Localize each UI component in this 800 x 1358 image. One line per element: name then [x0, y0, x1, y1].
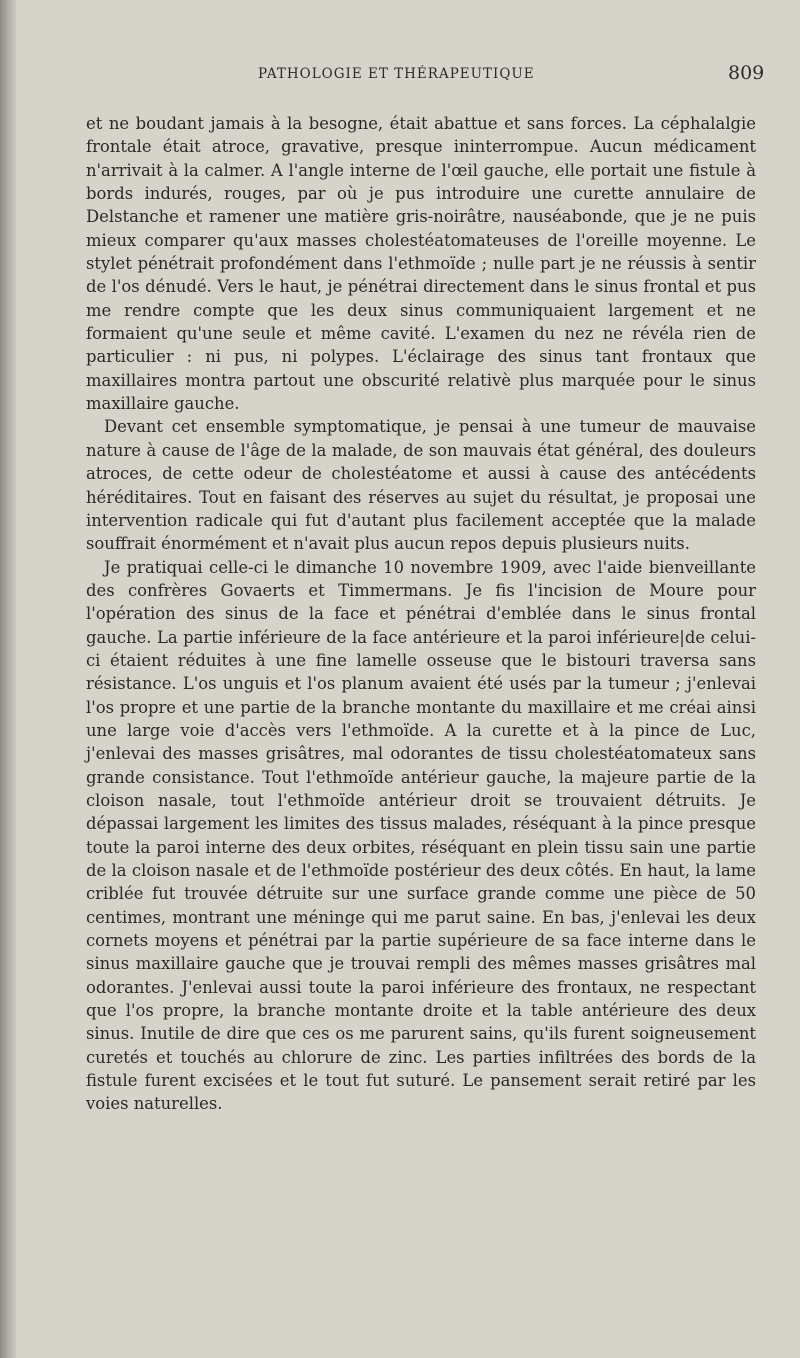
- page-number: 809: [728, 62, 765, 84]
- book-gutter-shadow: [0, 0, 16, 1358]
- paragraph-2: Devant cet ensemble symptomatique, je pensai à une tumeur de mauvaise nature à cause de l'âge de la malade, de son mauvais état général, des douleurs atroces, de cette odeur de cholestéatome et aussi à cause des antécédents héréditaires. Tout en faisant des réserves au sujet du résultat, je proposai une intervention radicale qui fut d'autant plus facilement acceptée que la malade souffrait énormément et n'avait plus aucun repos depuis plusieurs nuits.: [86, 417, 756, 554]
- paragraph-3: Je pratiquai celle-ci le dimanche 10 novembre 1909, avec l'aide bienveillante des confrères Govaerts et Timmermans. Je fis l'incision de Moure pour l'opération des sinus de la face et pénétrai d'emblée dans le sinus frontal gauche. La partie inférieure de la face antérieure et la paroi inférieure|de celui-ci étaient réduites à une fine lamelle osseuse que le bistouri traversa sans résistance. L'os unguis et l'os planum avaient été usés par la tumeur ; j'enlevai l'os propre et une partie de la branche montante du maxillaire et me créai ainsi une large voie d'accès vers l'ethmoïde. A la curette et à la pince de Luc, j'enlevai des masses grisâtres, mal odorantes de tissu cholestéatomateux sans grande consistance. Tout l'ethmoïde antérieur gauche, la majeure partie de la cloison nasale, tout l'ethmoïde antérieur droit se trouvaient détruits. Je dépassai largement les limites des tissus malades, réséquant à la pince presque toute la paroi interne des deux orbites, réséquant en plein tissu sain une partie de la cloison nasale et de l'ethmoïde postérieur des deux côtés. En haut, la lame criblée fut trouvée détruite sur une surface grande comme une pièce de 50 centimes, montrant une méninge qui me parut saine. En bas, j'enlevai les deux cornets moyens et pénétrai par la partie supérieure de sa face interne dans le sinus maxillaire gauche que je trouvai rempli des mêmes masses grisâtres mal odorantes. J'enlevai aussi toute la paroi inférieure des frontaux, ne respectant que l'os propre, la branche montante droite et la table antérieure des deux sinus. Inutile de dire que ces os me parurent sains, qu'ils furent soigneusement curetés et touchés au chlorure de zinc. Les parties infiltrées des bords de la fistule furent excisées et le tout fut suturé. Le pansement serait retiré par les voies naturelles.: [86, 557, 756, 1114]
- running-header: [16, 62, 800, 92]
- running-title: PATHOLOGIE ET THÉRAPEUTIQUE: [258, 66, 535, 82]
- body-text: [86, 112, 756, 1116]
- book-page: [16, 0, 800, 1358]
- paragraph-1: et ne boudant jamais à la besogne, était abattue et sans forces. La céphalalgie frontale était atroce, gravative, presque ininterrompue. Aucun médicament n'arrivait à la calmer. A l'angle interne de l'œil gauche, elle portait une fistule à bords indurés, rouges, par où je pus introduire une curette annulaire de Delstanche et ramener une matière gris-noirâtre, nauséabonde, que je ne puis mieux comparer qu'aux masses cholestéatomateuses de l'oreille moyenne. Le stylet pénétrait profondément dans l'ethmoïde ; nulle part je ne réussis à sentir de l'os dénudé. Vers le haut, je pénétrai directement dans le sinus frontal et pus me rendre compte que les deux sinus communiquaient largement et ne formaient qu'une seule et même cavité. L'examen du nez ne révéla rien de particulier : ni pus, ni polypes. L'éclairage des sinus tant frontaux que maxillaires montra partout une obscurité relativè plus marquée pour le sinus maxillaire gauche.: [86, 114, 756, 414]
